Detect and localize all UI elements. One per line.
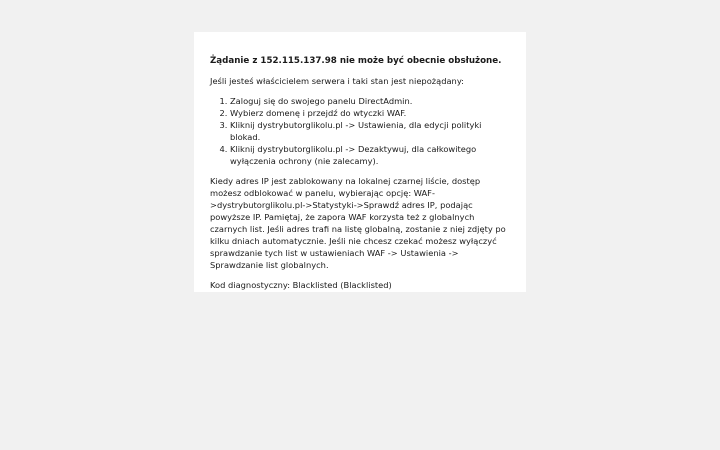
steps-list (210, 95, 510, 167)
step-item: 3. Kliknij dystrybutorglikolu.pl -> Ustawienia, dla edycji polityki blokad. (230, 119, 510, 143)
error-title: Żądanie z 152.115.137.98 nie może być obecnie obsłużone. (210, 56, 502, 66)
error-card (194, 32, 526, 292)
step-item: 2. Wybierz domenę i przejdź do wtyczki WAF. (230, 107, 510, 119)
diagnostic-code: Kod diagnostyczny: Blacklisted (Blacklisted) (210, 280, 392, 290)
blacklist-explanation: Kiedy adres IP jest zablokowany na lokalnej czarnej liście, dostęp możesz odblokować w panelu, wybierając opcję: WAF->dystrybutorglikolu.pl->Statystyki->Sprawdź adres IP, podając powyższe IP. Pamiętaj, że zapora WAF korzysta też z globalnych czarnych list. Jeśli adres trafi na listę globalną, zostanie z niej zdjęty po kilku dniach automatycznie. Jeśli nie chcesz czekać możesz wyłączyć sprawdzanie tych list w ustawieniach WAF -> Ustawienia -> Sprawdzanie list globalnych. (210, 176, 506, 270)
step-item: 1. Zaloguj się do swojego panelu DirectAdmin. (230, 95, 510, 107)
owner-intro: Jeśli jesteś właścicielem serwera i taki stan jest niepożądany: (210, 76, 464, 86)
step-item: 4. Kliknij dystrybutorglikolu.pl -> Dezaktywuj, dla całkowitego wyłączenia ochrony (nie zalecamy). (230, 143, 510, 167)
